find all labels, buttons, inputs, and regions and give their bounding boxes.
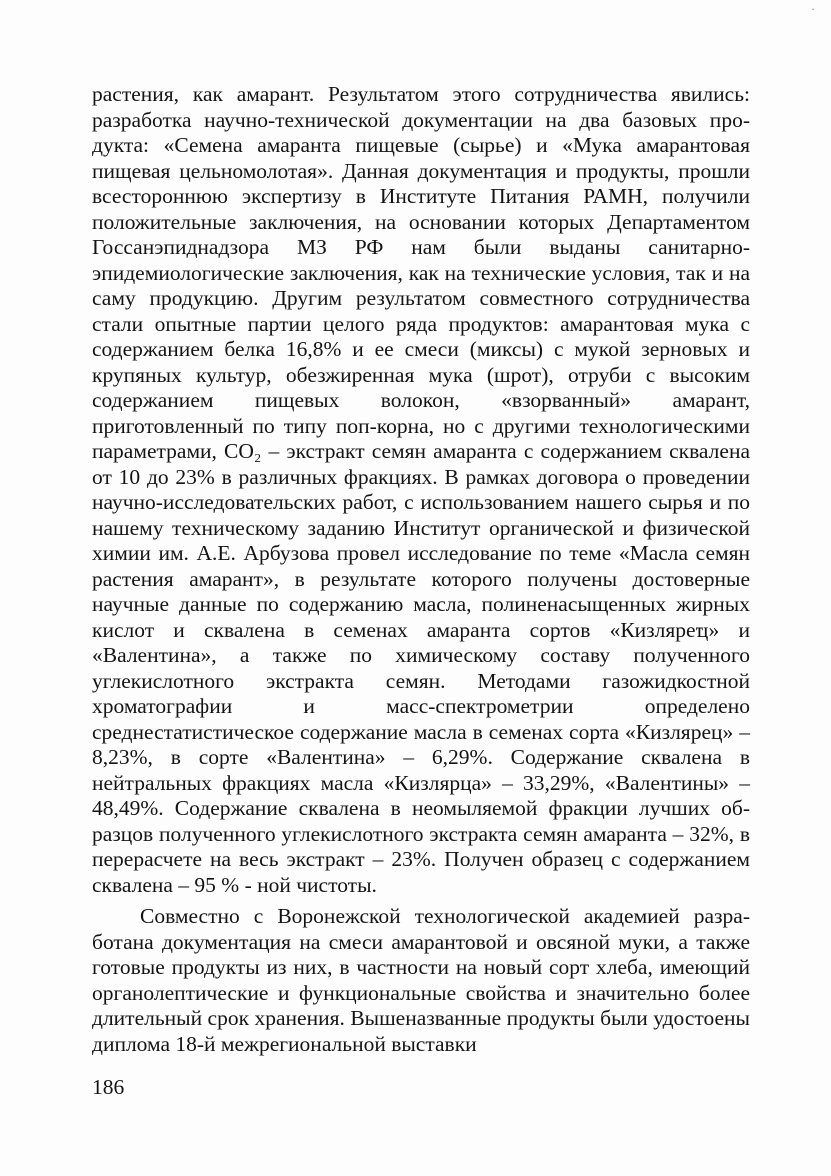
corner-mark: · [811, 2, 815, 16]
paragraph-1: растения, как амарант. Результатом этого сотрудничества явились: разработка научно-технической документации на два базовых продукта: «Семена амаранта пищевые (сырье) и «Мука амарантовая пищевая цельномолотая». Данная документация и продукты, прошли всестороннюю экспертизу в Институте Питания РАМН, получили положительные заключения, на основании которых Департаментом Госсанэпиднадзора МЗ РФ нам были выданы санитарно-эпидемиологические заключения, как на технические условия, так и на саму продукцию. Другим результатом совместного сотрудничества стали опытные партии целого ряда продуктов: амарантовая мука с содержанием белка 16,8% и ее смеси (миксы) с мукой зерновых и крупяных культур, обезжиренная мука (шрот), отруби с высоким содержанием пищевых волокон, «взорванный» амарант, приготовленный по типу поп-корна, но с другими технологическими параметрами, CO₂ – экстракт семян амаранта с содержанием сквалена от 10 до 23% в различных фракциях. В рамках договора о проведении научно-исследовательских работ, с использованием нашего сырья и по нашему техническому заданию Институт органической и физической химии им. А.Е. Арбузова провел исследование по теме «Масла семян растения амарант», в результате которого получены достоверные научные данные по содержанию масла, полиненасыщенных жирных кислот и сквалена в семенах амаранта сортов «Кизляреҵ» и «Валентина», а также по химическому составу полученного углекислотного экстракта семян. Методами газожидкостной хроматографии и масс-спектрометрии определено среднестатистическое содержание масла в семенах сорта «Кизлярец» – 8,23%, в сорте «Валентина» – 6,29%. Содержание сквалена в нейтральных фракциях масла «Кизлярца» – 33,29%, «Валентины» – 48,49%. Содержание сквалена в неомыляемой фракции лучших образцов полученного углекислотного экстракта семян амаранта – 32%, в перерасчете на весь экстракт – 23%. Получен образец с содержанием сквалена – 95 % - ной чистоты. [92, 82, 750, 897]
page-number: 186 [92, 1075, 125, 1099]
paragraph-2: Совместно с Воронежской технологической академией разработана документация на смеси амарантовой и овсяной муки, а также готовые продукты из них, в частности на новый сорт хлеба, имеющий органолептические и функциональные свойства и значительно более длительный срок хранения. Вышеназванные продукты были удостоены диплома 18-й межрегиональной выставки [92, 904, 750, 1056]
body-text [92, 82, 750, 1057]
